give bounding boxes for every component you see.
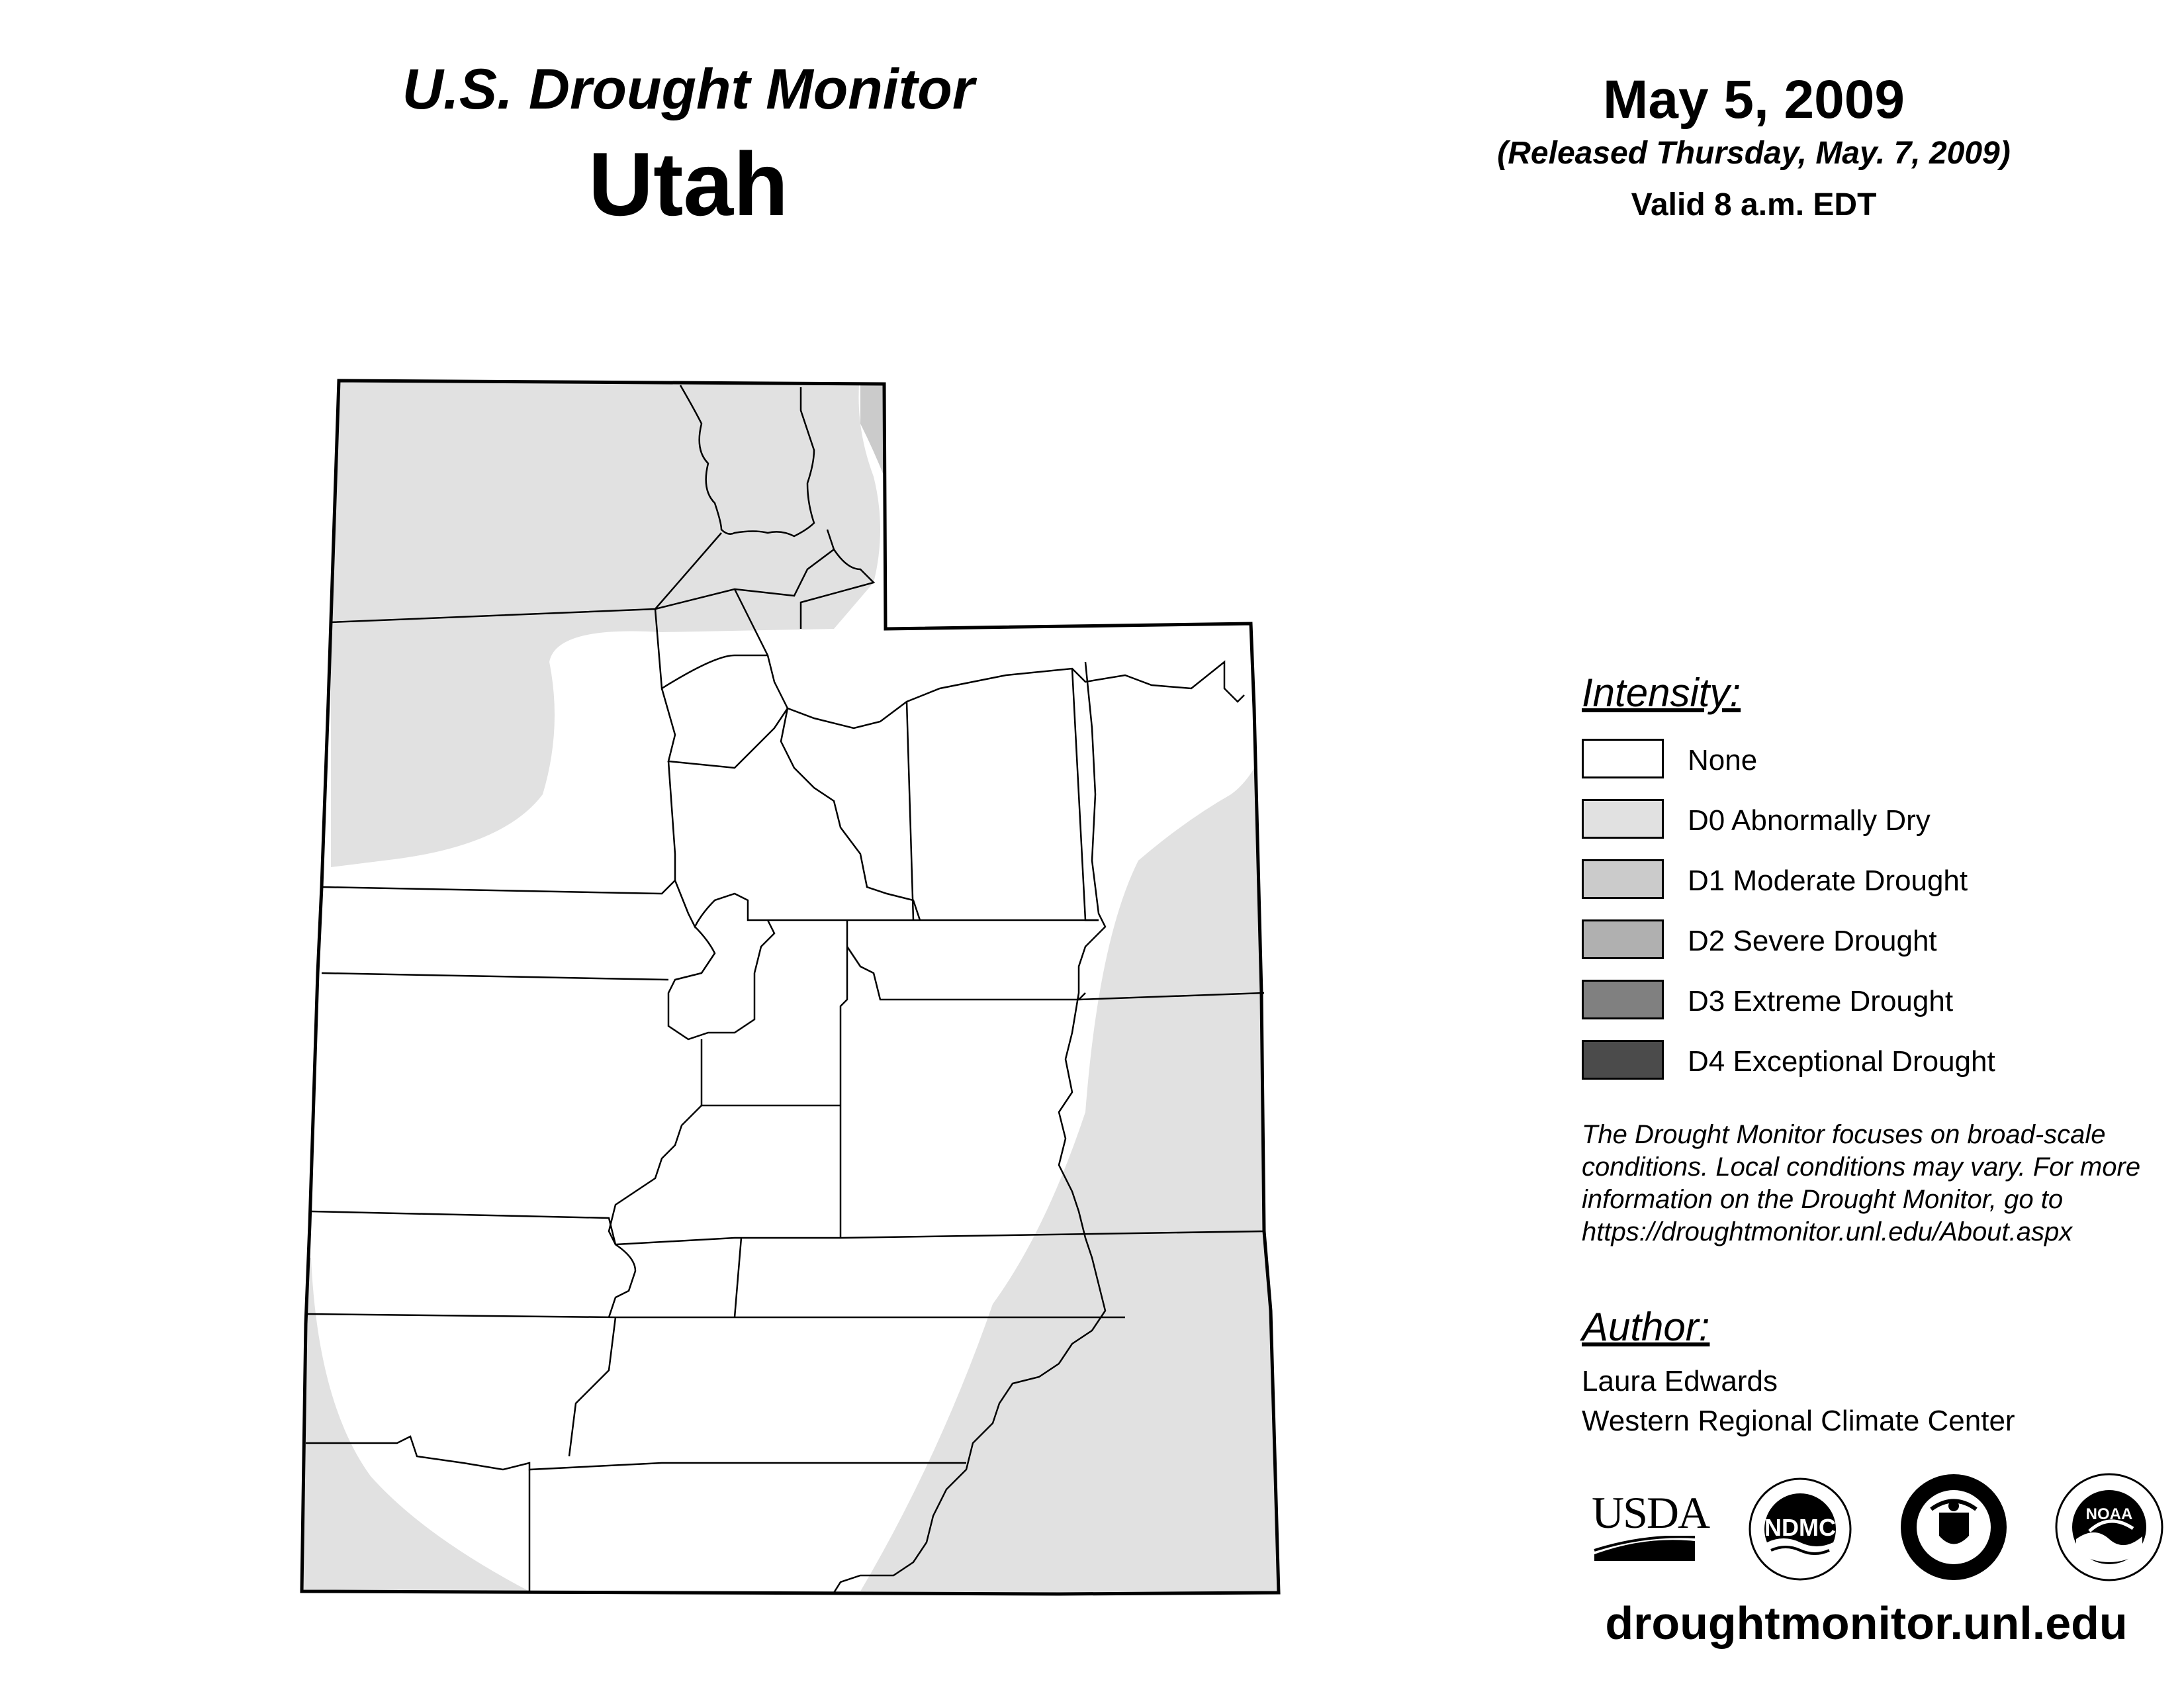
legend-swatch bbox=[1582, 980, 1664, 1019]
release-date: (Released Thursday, May. 7, 2009) bbox=[1497, 136, 2011, 171]
legend-label: D2 Severe Drought bbox=[1688, 925, 1937, 957]
author-affiliation: Western Regional Climate Center bbox=[1582, 1405, 2015, 1437]
legend-swatch bbox=[1582, 739, 1664, 778]
author-name: Laura Edwards bbox=[1582, 1365, 1778, 1397]
legend-label: D4 Exceptional Drought bbox=[1688, 1045, 1995, 1078]
legend-label: D0 Abnormally Dry bbox=[1688, 804, 1931, 837]
map-date: May 5, 2009 bbox=[1603, 70, 1905, 130]
legend-swatch bbox=[1582, 919, 1664, 959]
legend-note: The Drought Monitor focuses on broad-scale conditions. Local conditions may vary. For more information on the Drought Monitor, go to https://droughtmonitor.unl.edu/About.aspx bbox=[1582, 1120, 2141, 1246]
legend-swatch bbox=[1582, 859, 1664, 899]
legend-item bbox=[1582, 739, 2177, 782]
commerce-seal bbox=[1899, 1473, 2009, 1582]
site-url[interactable]: droughtmonitor.unl.edu bbox=[1605, 1597, 2128, 1649]
author-title: Author: bbox=[1582, 1305, 1710, 1349]
noaa-logo bbox=[2055, 1473, 2164, 1582]
legend-item bbox=[1582, 1040, 2177, 1084]
legend-item bbox=[1582, 919, 2177, 963]
legend-item bbox=[1582, 799, 2177, 843]
valid-time: Valid 8 a.m. EDT bbox=[1631, 187, 1877, 222]
usda-logo-swoosh bbox=[1592, 1536, 1698, 1562]
legend-swatch bbox=[1582, 799, 1664, 839]
usda-logo bbox=[1592, 1487, 1709, 1562]
legend-label: D3 Extreme Drought bbox=[1688, 985, 1954, 1017]
map-title: U.S. Drought Monitor bbox=[402, 58, 975, 121]
legend-item bbox=[1582, 859, 2177, 903]
usda-logo-text: USDA bbox=[1592, 1487, 1709, 1538]
ndmc-logo bbox=[1747, 1476, 1853, 1582]
ndmc-logo-text: NDMC bbox=[1764, 1514, 1836, 1541]
legend-label: None bbox=[1688, 744, 1758, 776]
noaa-logo-text: NOAA bbox=[2085, 1505, 2133, 1523]
state-name: Utah bbox=[588, 134, 789, 234]
legend-label: D1 Moderate Drought bbox=[1688, 865, 1968, 897]
legend-swatch bbox=[1582, 1040, 1664, 1080]
legend-item bbox=[1582, 980, 2177, 1023]
legend-title: Intensity: bbox=[1582, 671, 1741, 715]
